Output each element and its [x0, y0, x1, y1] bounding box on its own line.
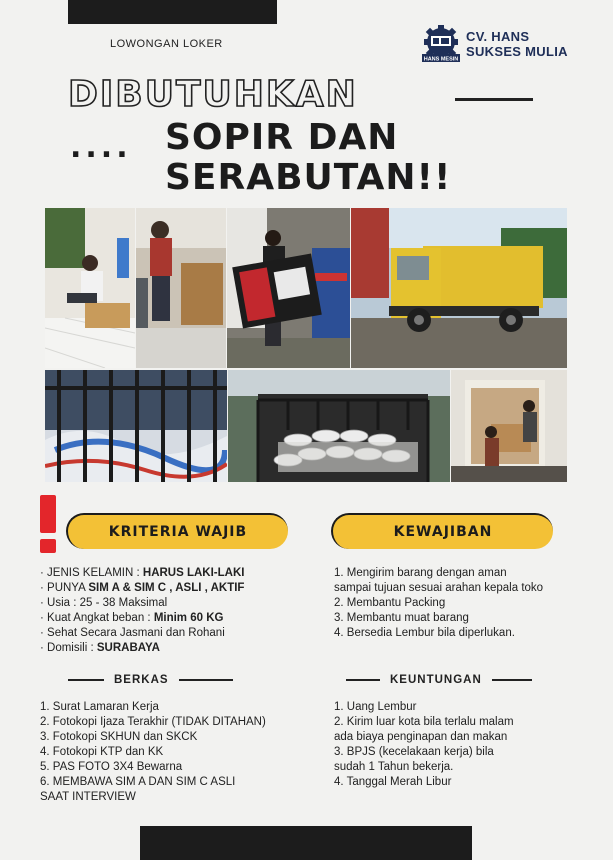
headline-rule	[455, 98, 533, 101]
list-item: 3. Membantu muat barang	[334, 612, 469, 624]
documents-heading-text: BERKAS	[114, 674, 169, 686]
photo-packing-boxes	[45, 208, 135, 368]
company-logo	[420, 24, 568, 64]
photo-rice-sacks	[45, 370, 227, 482]
list-item: 3. Fotokopi SKHUN dan SKCK	[40, 731, 198, 743]
logo-wordmark: HANS MESIN	[423, 56, 459, 63]
list-item: 2. Kirim luar kota bila terlalu malam	[334, 716, 514, 728]
documents-heading	[68, 674, 233, 686]
company-name-line1: CV. HANS	[466, 29, 530, 44]
photo-truck-bed-cargo	[228, 370, 450, 482]
list-item: 3. BPJS (kecelakaan kerja) bila	[334, 746, 494, 758]
list-item: sampai tujuan sesuai arahan kepala toko	[334, 582, 544, 594]
benefits-heading-text: KEUNTUNGAN	[390, 674, 482, 686]
list-item: · Usia : 25 - 38 Maksimal	[40, 597, 168, 609]
list-item: ada biaya penginapan dan makan	[334, 731, 508, 743]
criteria-heading: KRITERIA WAJIB	[66, 513, 288, 549]
benefits-list	[334, 700, 514, 790]
criteria-list	[40, 566, 244, 656]
list-item: 4. Bersedia Lembur bila diperlukan.	[334, 627, 515, 639]
list-item: 6. MEMBAWA SIM A DAN SIM C ASLI	[40, 776, 236, 788]
gear-truck-logo-icon	[420, 24, 462, 64]
list-item: 1. Mengirim barang dengan aman	[334, 567, 507, 579]
headline-main-line1: SOPIR DAN	[165, 117, 399, 158]
headline-outline-text: DIBUTUHKAN	[68, 74, 358, 115]
duties-heading: KEWAJIBAN	[331, 513, 553, 549]
photo-worker-trolley	[136, 208, 226, 368]
photo-warehouse-product	[227, 208, 350, 368]
list-item: 5. PAS FOTO 3X4 Bewarna	[40, 761, 183, 773]
list-item: · Domisili : SURABAYA	[40, 642, 160, 654]
heading-rule-left	[68, 679, 104, 681]
company-name-line2: SUKSES MULIA	[466, 44, 568, 59]
duties-list	[334, 566, 543, 641]
list-item: · Sehat Secara Jasmani dan Rohani	[40, 627, 225, 639]
documents-list	[40, 700, 266, 805]
list-item: sudah 1 Tahun bekerja.	[334, 761, 454, 773]
list-item: 2. Fotokopi Ijaza Terakhir (TIDAK DITAHAN)	[40, 716, 266, 728]
heading-rule-right	[492, 679, 532, 681]
photo-yellow-truck	[351, 208, 567, 368]
list-item: 4. Tanggal Merah Libur	[334, 776, 452, 788]
photo-loading-truck	[451, 370, 567, 482]
list-item: 4. Fotokopi KTP dan KK	[40, 746, 164, 758]
eyebrow-label: LOWONGAN LOKER	[110, 38, 223, 50]
headline-dots: ....	[70, 130, 132, 165]
list-item: · Kuat Angkat beban : Minim 60 KG	[40, 612, 224, 624]
headline-main	[165, 118, 451, 198]
list-item: · JENIS KELAMIN : HARUS LAKI-LAKI	[40, 567, 245, 579]
list-item: SAAT INTERVIEW	[40, 791, 136, 803]
list-item: 1. Uang Lembur	[334, 701, 417, 713]
benefits-heading	[346, 674, 532, 686]
bottom-black-bar	[140, 826, 472, 860]
list-item: 2. Membantu Packing	[334, 597, 446, 609]
exclamation-icon	[37, 495, 59, 553]
list-item: · PUNYA SIM A & SIM C , ASLI , AKTIF	[40, 582, 245, 594]
top-black-bar	[68, 0, 277, 24]
heading-rule-left	[346, 679, 380, 681]
headline-main-line2: SERABUTAN!!	[165, 157, 452, 198]
list-item: 1. Surat Lamaran Kerja	[40, 701, 159, 713]
heading-rule-right	[179, 679, 233, 681]
